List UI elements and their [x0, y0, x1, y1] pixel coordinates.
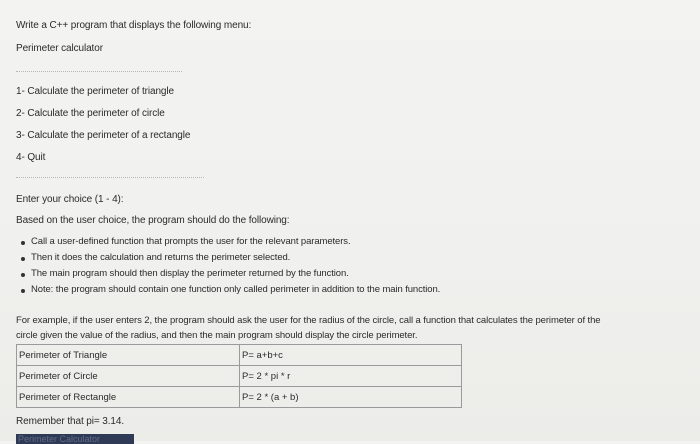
cut-off-banner-text: Perimeter Calculator	[18, 434, 101, 444]
formula-value: P= 2 * pi * r	[240, 366, 462, 387]
bullet-dot	[21, 257, 25, 261]
cut-off-banner	[16, 434, 134, 444]
bullet-dot	[21, 273, 25, 277]
remember-note: Remember that pi= 3.14.	[16, 416, 125, 427]
bullet-dot	[21, 241, 25, 245]
formula-name: Perimeter of Circle	[17, 366, 240, 387]
choice-prompt: Enter your choice (1 - 4):	[16, 194, 124, 205]
formula-value: P= 2 * (a + b)	[240, 387, 462, 408]
example-line-1: For example, if the user enters 2, the program should ask the user for the radius of the circle, call a function that calculates the perimeter of the	[16, 315, 601, 326]
formula-name: Perimeter of Triangle	[17, 345, 240, 366]
formula-value: P= a+b+c	[240, 345, 462, 366]
menu-item-2: 2- Calculate the perimeter of circle	[16, 108, 165, 119]
table-row	[17, 387, 462, 408]
menu-item-3: 3- Calculate the perimeter of a rectangle	[16, 130, 191, 141]
bullet-dot	[21, 289, 25, 293]
menu-item-1: 1- Calculate the perimeter of triangle	[16, 86, 174, 97]
bullet-4: Note: the program should contain one function only called perimeter in addition to the main function.	[31, 284, 441, 295]
intro-text: Write a C++ program that displays the following menu:	[16, 20, 252, 31]
bullet-2: Then it does the calculation and returns the perimeter selected.	[31, 252, 291, 263]
bullet-3: The main program should then display the perimeter returned by the function.	[31, 268, 349, 279]
formula-table	[16, 344, 462, 408]
table-row	[17, 366, 462, 387]
menu-divider-top	[16, 71, 182, 72]
menu-divider-bottom	[16, 177, 204, 178]
based-on-text: Based on the user choice, the program should do the following:	[16, 215, 290, 226]
table-row	[17, 345, 462, 366]
menu-title: Perimeter calculator	[16, 43, 103, 54]
menu-item-4: 4- Quit	[16, 152, 46, 163]
formula-name: Perimeter of Rectangle	[17, 387, 240, 408]
example-line-2: circle given the value of the radius, and then the main program should display the circle perimeter.	[16, 330, 418, 341]
bullet-1: Call a user-defined function that prompts the user for the relevant parameters.	[31, 236, 351, 247]
